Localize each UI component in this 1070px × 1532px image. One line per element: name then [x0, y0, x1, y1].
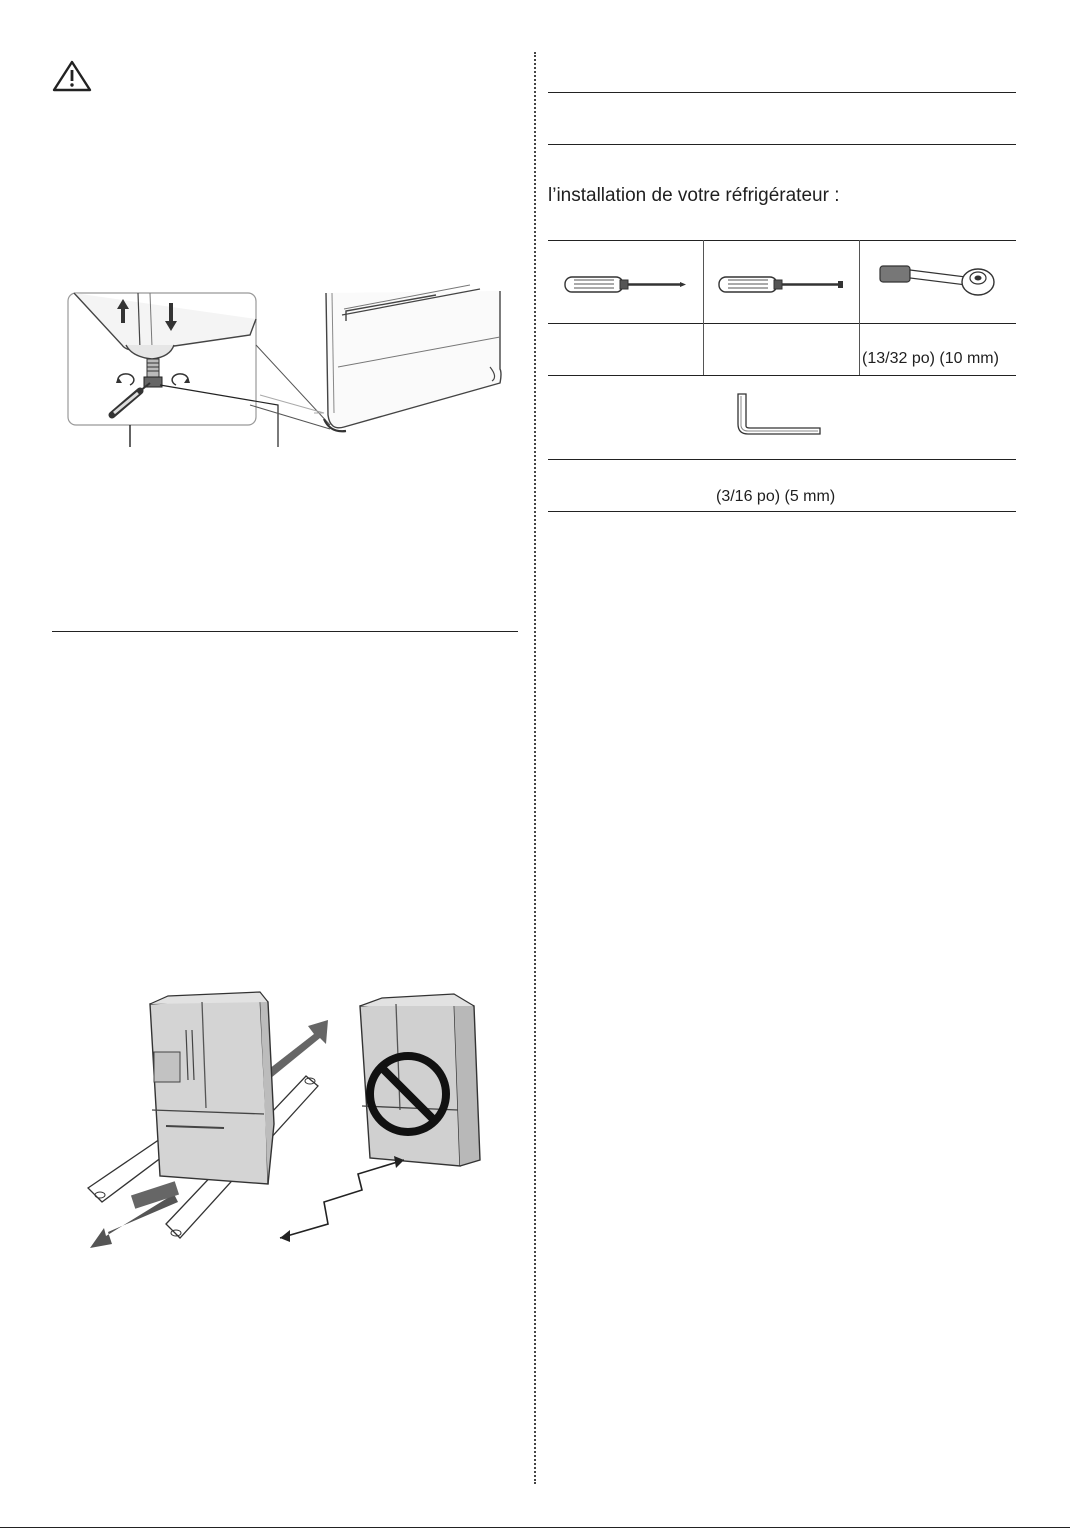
right-top-rule — [548, 92, 1016, 93]
flat-screwdriver-icon — [718, 274, 846, 296]
socket-wrench-icon — [878, 262, 1000, 302]
tools-intro-text: l’installation de votre réfrigérateur : — [548, 185, 840, 206]
page-bottom-rule — [0, 1527, 1070, 1528]
hex-key-size: (3/16 po) (5 mm) — [716, 488, 836, 505]
phillips-screwdriver-icon — [564, 274, 688, 296]
leveling-foot-illustration — [60, 285, 520, 455]
warning-triangle-icon — [52, 60, 92, 92]
column-divider — [534, 52, 536, 1484]
right-second-rule — [548, 144, 1016, 145]
left-section-rule — [52, 631, 518, 632]
prohibited-icon — [364, 1050, 452, 1138]
hex-key-icon — [734, 392, 826, 438]
socket-wrench-size: (13/32 po) (10 mm) — [862, 350, 999, 367]
